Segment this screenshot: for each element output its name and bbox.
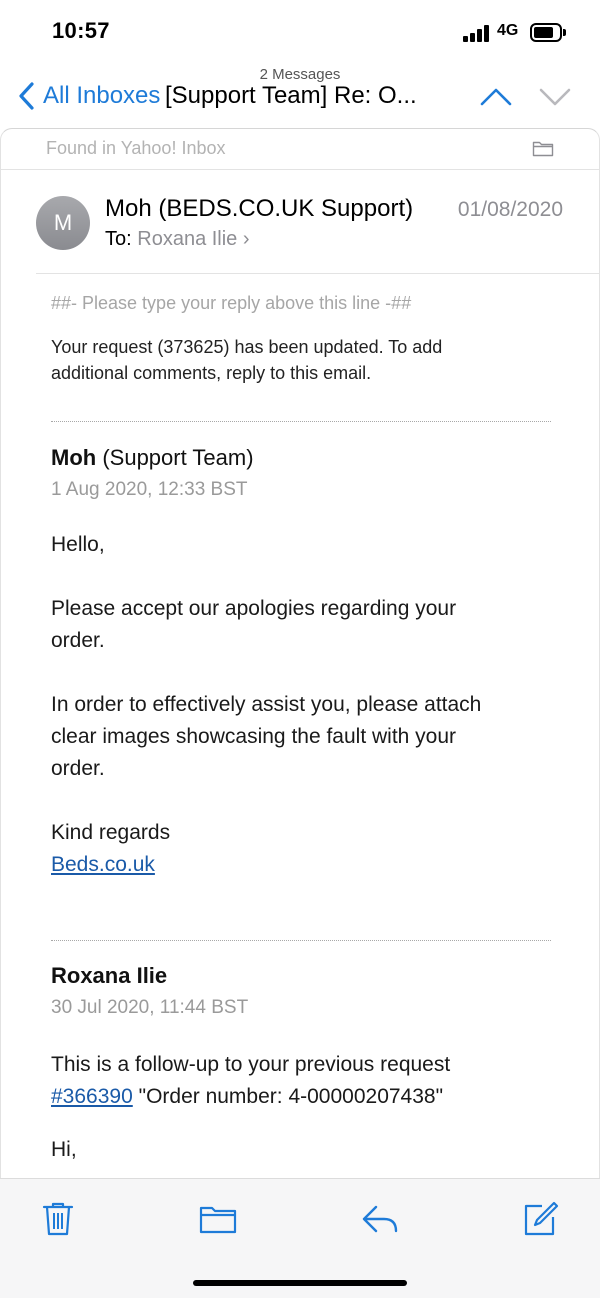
order-reference-line [51, 1081, 443, 1113]
compose-icon[interactable] [520, 1199, 560, 1239]
folder-icon[interactable] [198, 1199, 238, 1239]
message-divider [51, 421, 551, 422]
chevron-right-icon: › [242, 228, 250, 250]
author-team: (Support Team) [102, 445, 254, 470]
header-divider [36, 273, 599, 274]
found-in-label: Found in Yahoo! Inbox [46, 138, 226, 158]
previous-message-button[interactable] [478, 84, 514, 110]
signature-link[interactable]: Beds.co.uk [51, 853, 155, 876]
order-number: "Order number: 4-00000207438" [138, 1085, 444, 1108]
reply-icon[interactable] [360, 1199, 400, 1239]
thread-subject: [Support Team] Re: O... [165, 82, 417, 109]
message-divider [51, 940, 551, 941]
paragraph-1-line-1: Please accept our apologies regarding your [51, 597, 457, 620]
paragraph-2-line-2: clear images showcasing the fault with your [51, 725, 457, 748]
greeting: Hi, [51, 1138, 77, 1161]
message-date: 01/08/2020 [457, 198, 563, 221]
reply-hint: ##- Please type your reply above this line -## [51, 293, 412, 313]
request-link[interactable]: #366390 [51, 1085, 133, 1108]
message-count: 2 Messages [259, 66, 341, 83]
status-time: 10:57 [52, 18, 110, 43]
sender-avatar: M [36, 196, 90, 250]
navigation-bar [0, 62, 600, 128]
message-timestamp: 30 Jul 2020, 11:44 BST [51, 997, 249, 1018]
author-name: Moh [51, 445, 97, 470]
sender-name[interactable]: Moh (BEDS.CO.UK Support) [105, 195, 414, 222]
author-name: Roxana Ilie [51, 963, 168, 988]
recipient-row[interactable] [105, 228, 250, 251]
paragraph-2-line-1: In order to effectively assist you, please attach [51, 693, 482, 716]
paragraph-1-line-2: order. [51, 629, 105, 652]
battery-icon [530, 23, 566, 42]
network-type: 4G [497, 22, 519, 39]
recipient-name: Roxana Ilie [137, 228, 238, 250]
home-indicator[interactable] [193, 1280, 407, 1286]
back-label: All Inboxes [43, 82, 161, 109]
signoff: Kind regards [51, 821, 171, 844]
signal-icon [463, 24, 491, 42]
message-timestamp: 1 Aug 2020, 12:33 BST [51, 479, 248, 500]
update-notice-line-2: additional comments, reply to this email. [51, 363, 372, 383]
followup-line: This is a follow-up to your previous request [51, 1053, 451, 1076]
message-card [0, 128, 600, 1178]
mailbox-row [1, 129, 599, 170]
status-bar [0, 0, 600, 62]
greeting: Hello, [51, 533, 105, 556]
folder-icon[interactable] [532, 139, 554, 157]
message-author [51, 445, 254, 471]
update-notice-line-1: Your request (373625) has been updated. To add [51, 337, 443, 357]
next-message-button[interactable] [537, 84, 573, 110]
to-label: To: [105, 228, 132, 250]
paragraph-2-line-3: order. [51, 757, 105, 780]
chevron-left-icon [16, 80, 38, 112]
trash-icon[interactable] [38, 1199, 78, 1239]
message-author [51, 963, 167, 989]
back-button[interactable] [16, 80, 160, 112]
